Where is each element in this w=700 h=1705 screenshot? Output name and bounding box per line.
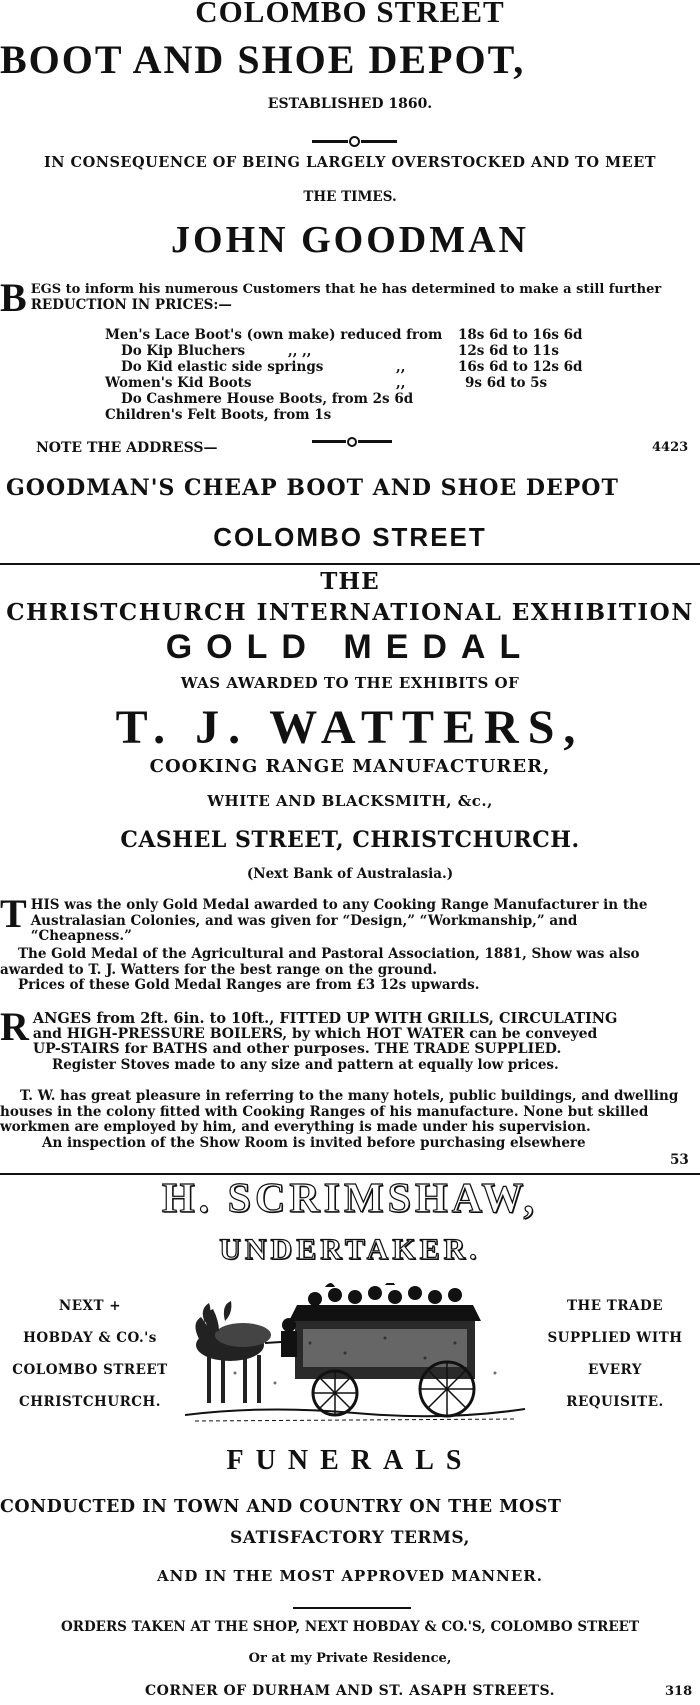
p5-line-2: houses in the colony fitted with Cooking Ranges of his manufacture. None but skilled xyxy=(0,1103,649,1120)
conducted-line-2: SATISFACTORY TERMS, xyxy=(230,1528,470,1548)
agricultural-paragraph xyxy=(0,947,700,994)
trade-line: COOKING RANGE MANUFACTURER, xyxy=(149,756,551,777)
right-line: REQUISITE. xyxy=(566,1394,664,1410)
consequence-line-2: THE TIMES. xyxy=(303,189,397,205)
established-line: ESTABLISHED 1860. xyxy=(267,96,433,112)
p5-line-3: workmen are employed by him, and everything is made under his supervision. xyxy=(0,1119,591,1135)
price-item: Children's Felt Boots, from 1s xyxy=(105,407,332,423)
conducted-line-1 xyxy=(0,1497,700,1517)
ad2-ref-number: 53 xyxy=(670,1152,689,1168)
p2-line-2: awarded to T. J. Watters for the best range on the ground. xyxy=(0,961,438,978)
p5-line-4: An inspection of the Show Room is invited before purchasing elsewhere xyxy=(42,1134,586,1151)
price-ditto: ,, ,, xyxy=(288,343,312,359)
p1-line-1 xyxy=(31,898,700,914)
p4-line-4: Register Stoves made to any size and pattern at equally low prices. xyxy=(52,1056,559,1073)
p4-line-2: and HIGH-PRESSURE BOILERS, by which HOT WATER can be conveyed xyxy=(32,1025,598,1042)
street-header: COLOMBO STREET xyxy=(195,0,505,29)
p5-line-1: T. W. has great pleasure in referring to the many hotels, public buildings, and dwelling xyxy=(20,1088,679,1104)
ad1-ref-number: 4423 xyxy=(652,440,689,455)
goodman-footer-text: GOODMAN'S CHEAP BOOT AND SHOE DEPOT xyxy=(6,475,619,501)
left-line: COLOMBO STREET xyxy=(12,1362,168,1378)
price-item: Women's Kid Boots xyxy=(105,375,252,391)
hearse-engraving-icon xyxy=(185,1283,525,1423)
left-address-block xyxy=(0,1290,180,1418)
price-item: Men's Lace Boot's (own make) reduced from xyxy=(105,327,443,343)
the-heading: THE xyxy=(320,568,380,595)
ranges-paragraph xyxy=(0,1004,700,1073)
p1-line-2: Australasian Colonies, and was given for “Design,” “Workmanship,” and xyxy=(30,912,578,929)
begs-dropcap: B xyxy=(0,275,27,320)
ad3-ref-number: 318 xyxy=(665,1684,693,1699)
price-list xyxy=(105,327,605,423)
colombo-street-footer: COLOMBO STREET xyxy=(213,522,487,552)
price-item: Do Kip Bluchers xyxy=(121,343,246,359)
conducted-line-1-text: CONDUCTED IN TOWN AND COUNTRY ON THE MOST xyxy=(0,1497,562,1517)
right-line: THE TRADE xyxy=(566,1298,664,1314)
depot-title xyxy=(0,36,700,83)
right-line: EVERY xyxy=(588,1362,642,1378)
price-row xyxy=(105,407,605,423)
price-value: 18s 6d to 16s 6d xyxy=(458,327,583,343)
price-row xyxy=(105,359,605,375)
consequence-line-1: IN CONSEQUENCE OF BEING LARGELY OVERSTOCKED AND TO MEET xyxy=(43,154,657,171)
watters-name: T. J. WATTERS, xyxy=(115,701,585,754)
price-value: 12s 6d to 11s xyxy=(458,343,559,359)
this-dropcap: T xyxy=(0,891,27,936)
price-item: Do Kid elastic side springs xyxy=(121,359,324,375)
price-item: Do Cashmere House Boots, from 2s 6d xyxy=(121,391,414,407)
awarded-line: WAS AWARDED TO THE EXHIBITS OF xyxy=(180,674,520,692)
undertaker-heading: UNDERTAKER. xyxy=(219,1233,481,1266)
price-row xyxy=(105,327,605,343)
funerals-heading: FUNERALS xyxy=(226,1445,474,1476)
gold-medal-paragraph xyxy=(0,891,700,945)
note-address: NOTE THE ADDRESS— xyxy=(36,440,218,456)
ranges-dropcap: R xyxy=(0,1004,29,1049)
p1-line-3: “Cheapness.” xyxy=(30,928,132,944)
price-value: 16s 6d to 12s 6d xyxy=(458,359,583,375)
rule-ornament-icon xyxy=(312,431,392,450)
left-line: CHRISTCHURCH. xyxy=(18,1394,162,1410)
begs-paragraph xyxy=(0,275,700,320)
smith-line: WHITE AND BLACKSMITH, &c., xyxy=(207,792,493,810)
hotels-paragraph xyxy=(0,1089,700,1151)
scrimshaw-name: H. SCRIMSHAW, xyxy=(161,1176,539,1222)
begs-line-1: EGS to inform his numerous Customers that he has determined to make a still further xyxy=(30,282,662,297)
depot-title-text: BOOT AND SHOE DEPOT, xyxy=(0,37,526,82)
exhibition-heading: CHRISTCHURCH INTERNATIONAL EXHIBITION xyxy=(6,599,694,626)
p4-line-1: ANGES from 2ft. 6in. to 10ft., FITTED UP WITH GRILLS, CIRCULATING xyxy=(32,1010,618,1027)
prices-line: Prices of these Gold Medal Ranges are from £3 12s upwards. xyxy=(18,977,480,993)
begs-line-2: REDUCTION IN PRICES:— xyxy=(30,296,232,313)
approved-line: AND IN THE MOST APPROVED MANNER. xyxy=(157,1567,543,1585)
cashel-address: CASHEL STREET, CHRISTCHURCH. xyxy=(120,827,580,853)
next-bank-line: (Next Bank of Australasia.) xyxy=(246,866,454,882)
price-ditto: ,, xyxy=(396,359,406,375)
gold-medal-heading: GOLD MEDAL xyxy=(165,628,535,666)
right-line: SUPPLIED WITH xyxy=(547,1330,683,1346)
price-value: 9s 6d to 5s xyxy=(465,375,548,391)
rule-ornament-icon xyxy=(312,131,397,150)
goodman-footer-line xyxy=(6,475,698,501)
price-row xyxy=(105,391,605,407)
short-rule xyxy=(293,1607,411,1609)
price-ditto: ,, xyxy=(396,375,406,391)
p4-line-3: UP-STAIRS for BATHS and other purposes. THE TRADE SUPPLIED. xyxy=(32,1041,562,1057)
orders-line: ORDERS TAKEN AT THE SHOP, NEXT HOBDAY & CO.'S, COLOMBO STREET xyxy=(60,1619,640,1635)
price-row xyxy=(105,343,605,359)
p2-line-1: The Gold Medal of the Agricultural and Pastoral Association, 1881, Show was also xyxy=(18,946,640,962)
corner-line: CORNER OF DURHAM AND ST. ASAPH STREETS. xyxy=(145,1683,555,1699)
left-line: HOBDAY & CO.'s xyxy=(23,1330,157,1346)
price-row xyxy=(105,375,605,391)
residence-line: Or at my Private Residence, xyxy=(248,1651,452,1666)
left-line: NEXT + xyxy=(58,1298,122,1314)
proprietor-name: JOHN GOODMAN xyxy=(171,219,529,261)
right-trade-block xyxy=(530,1290,700,1418)
p1-line-1-text: HIS was the only Gold Medal awarded to any Cooking Range Manufacturer in the xyxy=(30,897,648,913)
ad-divider xyxy=(0,563,700,565)
